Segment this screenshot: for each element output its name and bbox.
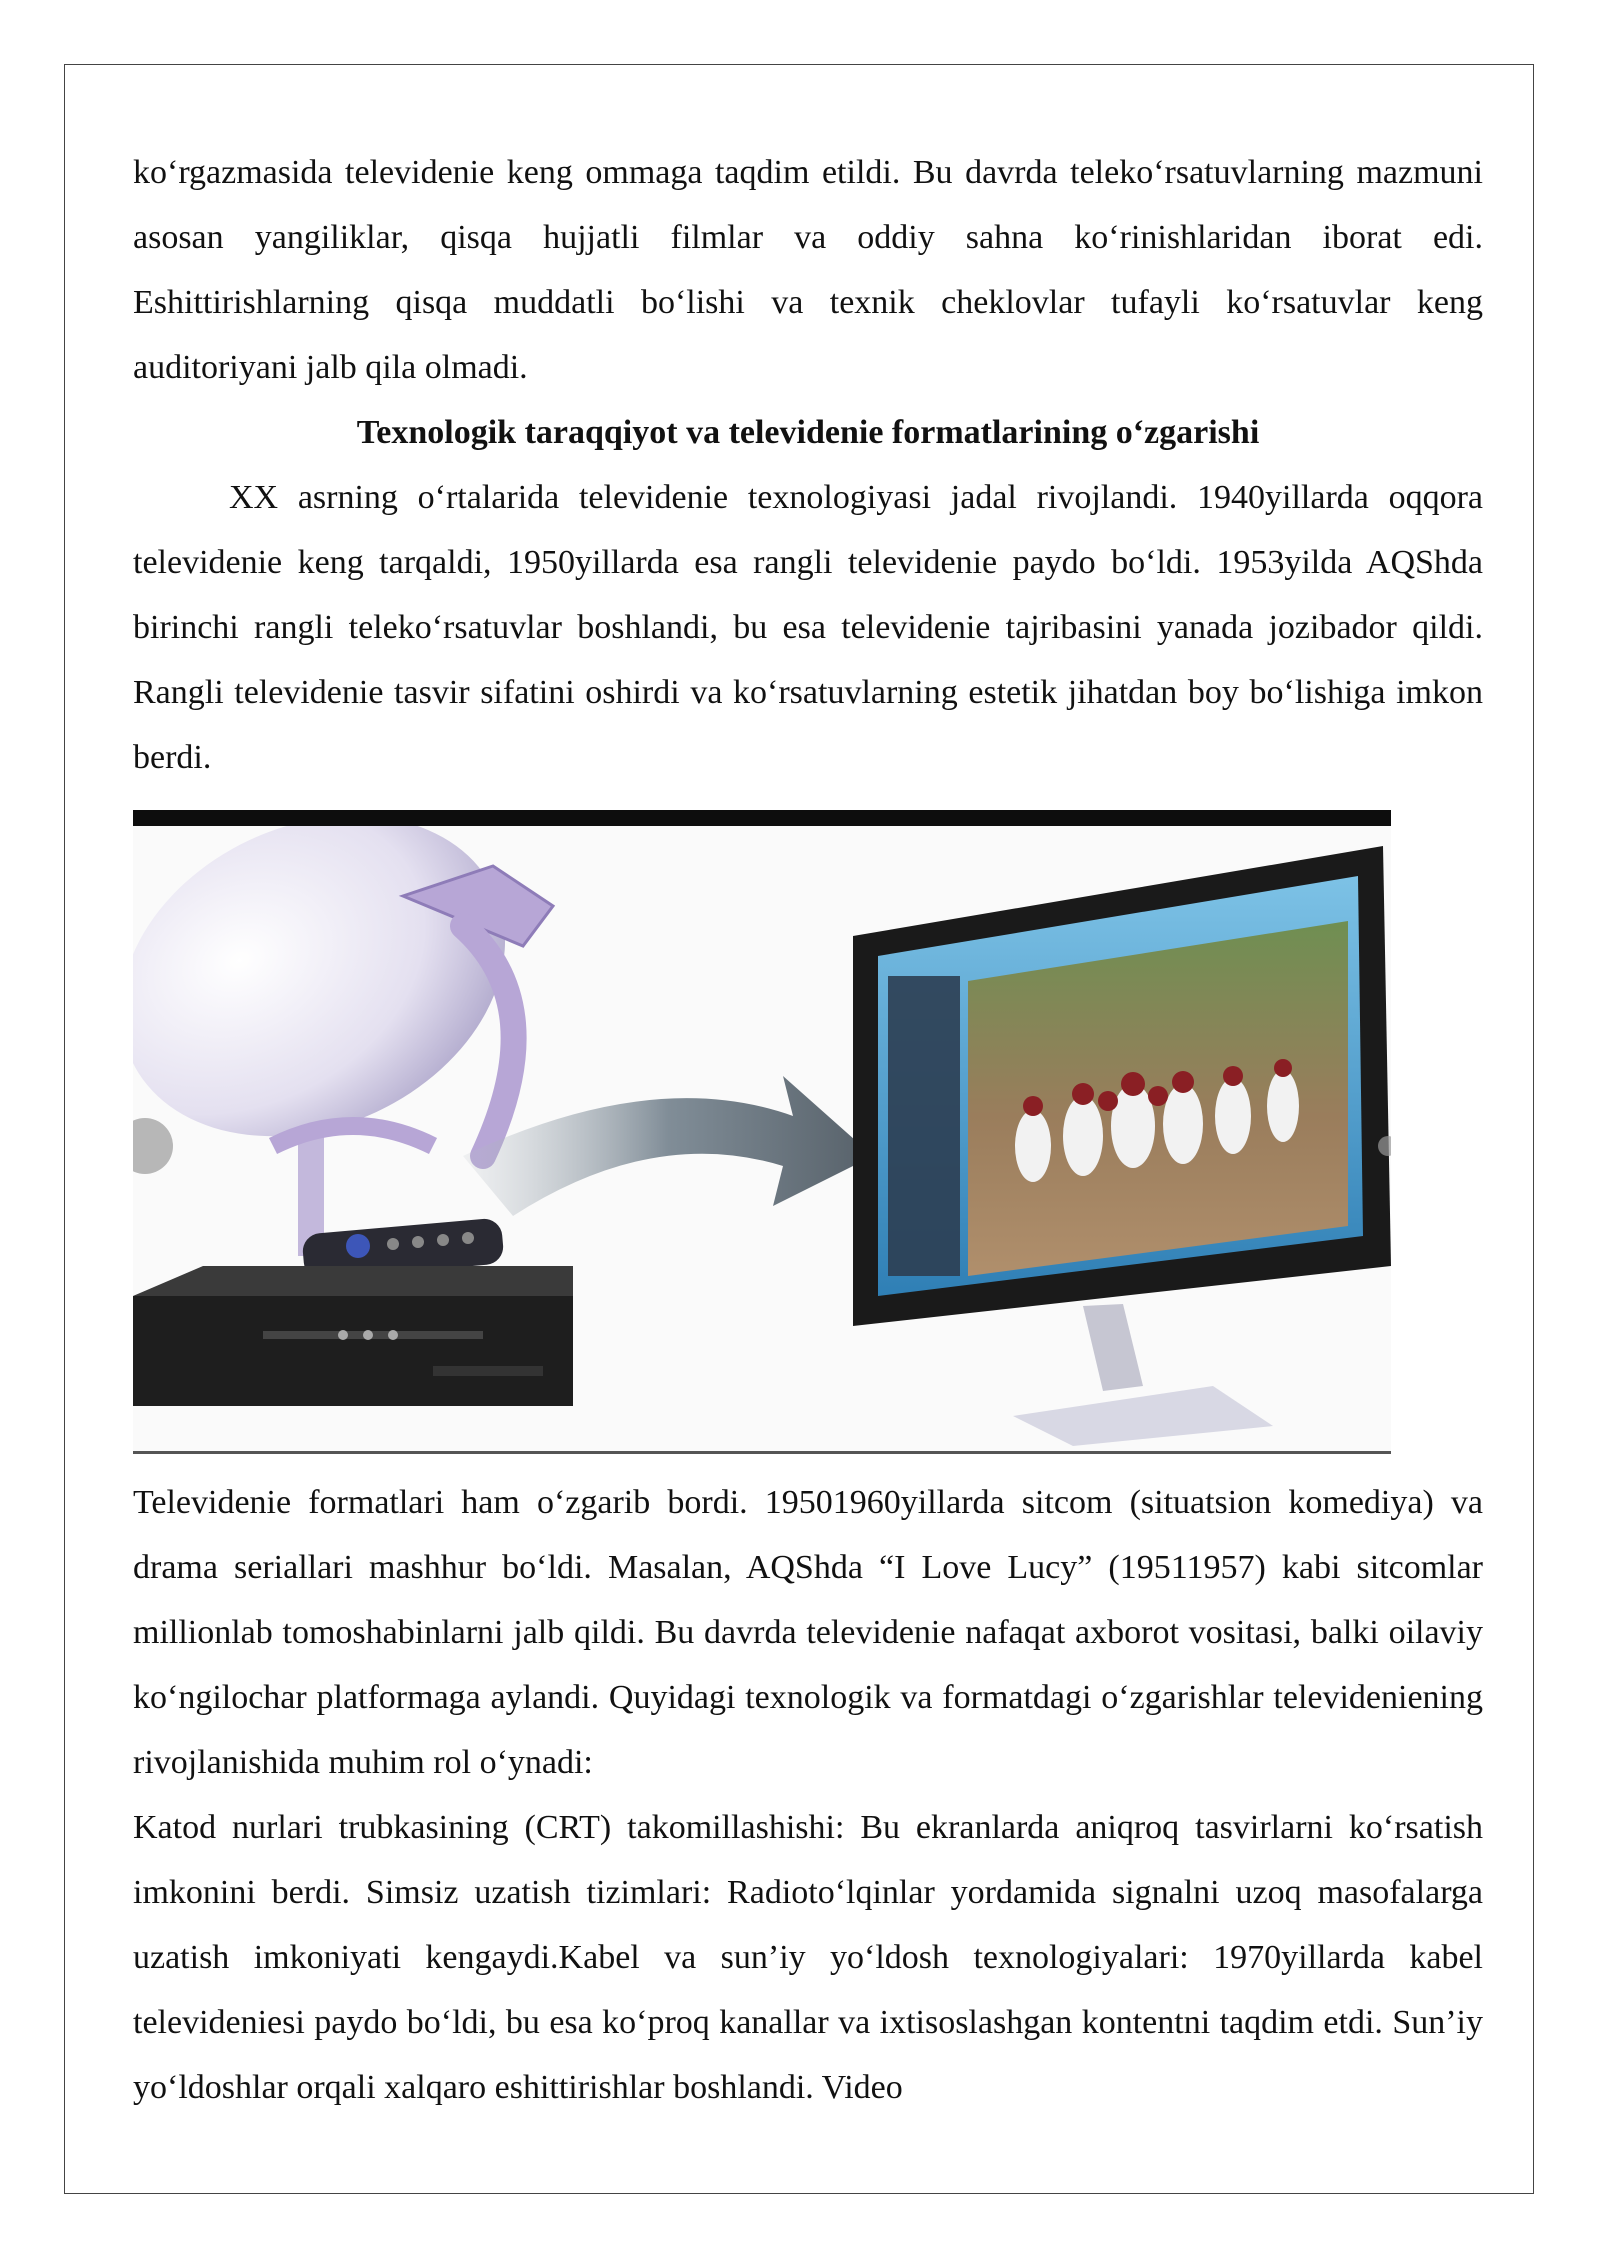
paragraph-2: XX asrning o‘rtalarida televidenie texnologiyasi jadal rivojlandi. 1940yillarda oqqora televidenie keng tarqaldi, 1950yillarda esa rangli televidenie paydo bo‘ldi. 1953yilda AQShda birinchi rangli teleko‘rsatuvlar boshlandi, bu esa televidenie tajribasini yanada jozibador qildi. Rangli televidenie tasvir sifatini oshirdi va ko‘rsatuvlarning estetik jihatdan boy bo‘lishiga imkon berdi. [133, 479, 1483, 776]
figure-bottom-line [133, 1451, 1391, 1454]
section-heading: Texnologik taraqqiyot va televidenie formatlarining o‘zgarishi [356, 414, 1260, 451]
monitor-icon [853, 846, 1391, 1446]
satellite-tv-illustration [133, 810, 1391, 1454]
paragraph-4: Katod nurlari trubkasining (CRT) takomillashishi: Bu ekranlarda aniqroq tasvirlarni ko‘rsatish imkonini berdi. Simsiz uzatish tizimlari: Radioto‘lqinlar yordamida signalni uzoq masofalarga uzatish imkoniyati kengaydi.Kabel va sun’iy yo‘ldosh texnologiyalari: 1970yillarda kabel televideniesi paydo bo‘ldi, bu esa ko‘proq kanallar va ixtisoslashgan kontentni taqdim etdi. Sun’iy yo‘ldoshlar orqali xalqaro eshittirishlar boshlandi. Video [133, 1809, 1483, 2106]
document-body [133, 140, 1483, 2120]
signal-arrow-icon [463, 1076, 873, 1216]
illustration-svg [133, 826, 1391, 1451]
figure-top-bar [133, 810, 1391, 826]
paragraph-1: ko‘rgazmasida televidenie keng ommaga taqdim etildi. Bu davrda teleko‘rsatuvlarning mazmuni asosan yangiliklar, qisqa hujjatli filmlar va oddiy sahna ko‘rinishlaridan iborat edi. Eshittirishlarning qisqa muddatli bo‘lishi va texnik cheklovlar tufayli ko‘rsatuvlar keng auditoriyani jalb qila olmadi. [133, 154, 1483, 386]
paragraph-3: Televidenie formatlari ham o‘zgarib bordi. 19501960yillarda sitcom (situatsion komediya) va drama seriallari mashhur bo‘ldi. Masalan, AQShda “I Love Lucy” (19511957) kabi sitcomlar millionlab tomoshabinlarni jalb qildi. Bu davrda televidenie nafaqat axborot vositasi, balki oilaviy ko‘ngilochar platformaga aylandi. Quyidagi texnologik va formatdagi o‘zgarishlar televideniening rivojlanishida muhim rol o‘ynadi: [133, 1484, 1483, 1781]
carousel-prev-icon [133, 1118, 173, 1174]
set-top-box-icon [133, 1266, 573, 1406]
